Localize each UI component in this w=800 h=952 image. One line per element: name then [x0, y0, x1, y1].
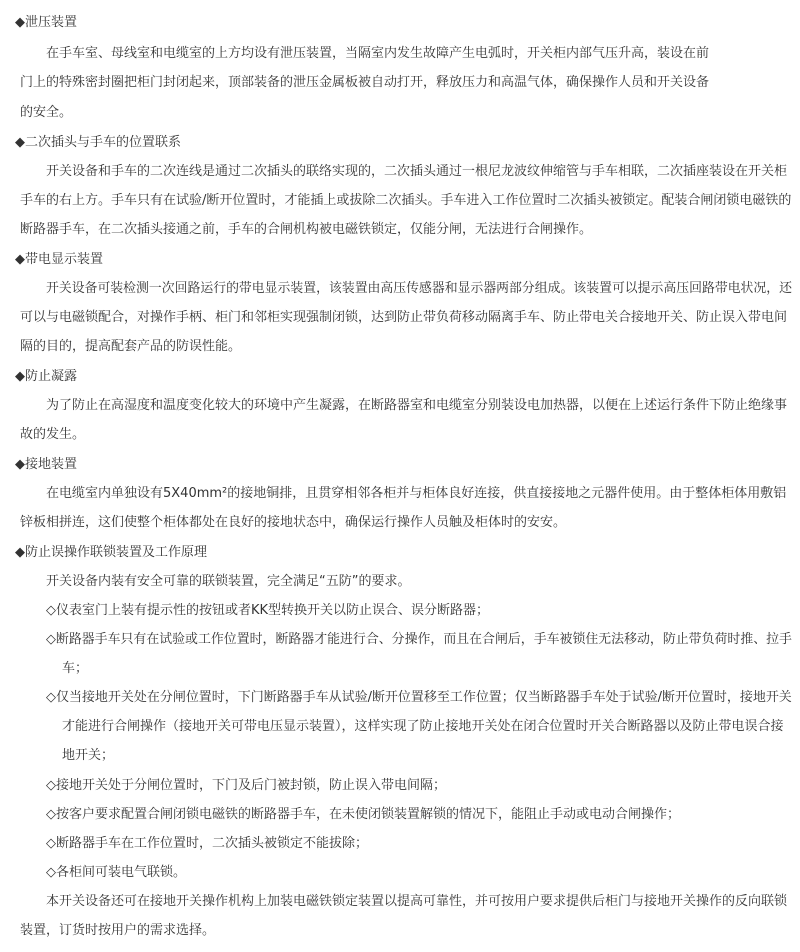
paragraph-line: 锌板相拼连，这们使整个柜体都处在良好的接地状态中，确保运行操作人员触及柜体时的安安。 [20, 515, 567, 530]
closing-line: 本开关设备还可在接地开关操作机构上加装电磁铁锁定装置以提高可靠性，并可按用户要求提供后柜门与接地开关操作的反向联锁 [46, 894, 788, 909]
interlock-item: ◇接地开关处于分闸位置时，下门及后门被封锁，防止误入带电间隔； [46, 778, 446, 793]
section-heading: ◆防止凝露 [15, 369, 77, 384]
section-heading: ◆带电显示装置 [15, 252, 103, 267]
paragraph-line: 故的发生。 [20, 427, 86, 442]
paragraph-line: 手车的右上方。手车只有在试验/断开位置时，才能插上或拔除二次插头。手车进入工作位置时二次插头被锁定。配装合闸闭锁电磁铁的 [20, 193, 792, 208]
interlock-item: ◇仪表室门上装有提示性的按钮或者KK型转换开关以防止误合、误分断路器； [46, 603, 490, 618]
section-heading: ◆防止误操作联锁装置及工作原理 [15, 545, 207, 560]
interlock-item: ◇断路器手车只有在试验或工作位置时，断路器才能进行合、分操作，而且在合闸后，手车被锁住无法移动，防止带负荷时推、拉手 [46, 632, 792, 647]
interlock-item: ◇各柜间可装电气联锁。 [46, 865, 186, 880]
paragraph-line: 开关设备可装检测一次回路运行的带电显示装置，该装置由高压传感器和显示器两部分组成。该装置可以提示高压回路带电状况，还 [46, 281, 793, 296]
interlock-item: ◇按客户要求配置合闸闭锁电磁铁的断路器手车，在未使闭锁装置解锁的情况下，能阻止手动或电动合闸操作； [46, 807, 680, 822]
paragraph-line: 开关设备内装有安全可靠的联锁装置，完全满足“五防”的要求。 [46, 574, 411, 589]
paragraph-line: 在手车室、母线室和电缆室的上方均设有泄压装置，当隔室内发生故障产生电弧时，开关柜内部气压升高，装设在前 [46, 46, 710, 61]
section-heading: ◆接地装置 [15, 457, 77, 472]
interlock-item: ◇断路器手车在工作位置时，二次插头被锁定不能拔除； [46, 836, 368, 851]
interlock-item-cont: 车； [62, 661, 89, 676]
paragraph-line: 在电缆室内单独设有5X40mm²的接地铜排，且贯穿相邻各柜并与柜体良好连接，供直接接地之元器件使用。由于整体柜体用敷铝 [46, 486, 787, 501]
interlock-item-cont: 地开关； [62, 748, 115, 763]
paragraph-line: 门上的特殊密封圈把柜门封闭起来，顶部装备的泄压金属板被自动打开，释放压力和高温气体，确保操作人员和开关设备 [20, 75, 710, 90]
interlock-item-cont: 才能进行合闸操作（接地开关可带电压显示装置），这样实现了防止接地开关处在闭合位置时开关合断路器以及防止带电误合接 [62, 719, 784, 734]
paragraph-line: 的安全。 [20, 105, 73, 120]
paragraph-line: 断路器手车，在二次插头接通之前，手车的合闸机构被电磁铁锁定，仅能分闸，无法进行合闸操作。 [20, 222, 593, 237]
paragraph-line: 可以与电磁锁配合，对操作手柄、柜门和邻柜实现强制闭锁，达到防止带负荷移动隔离手车、防止带电关合接地开关、防止误入带电间 [20, 310, 788, 325]
paragraph-line: 开关设备和手车的二次连线是通过二次插头的联络实现的，二次插头通过一根尼龙波纹伸缩管与手车相联，二次插座装设在开关柜 [46, 164, 788, 179]
section-heading: ◆二次插头与手车的位置联系 [15, 135, 181, 150]
section-heading: ◆泄压装置 [15, 15, 77, 30]
paragraph-line: 隔的目的，提高配套产品的防误性能。 [20, 339, 242, 354]
closing-line: 装置，订货时按用户的需求选择。 [20, 923, 216, 938]
paragraph-line: 为了防止在高湿度和温度变化较大的环境中产生凝露，在断路器室和电缆室分别装设电加热器，以便在上述运行条件下防止绝缘事 [46, 398, 788, 413]
interlock-item: ◇仅当接地开关处在分闸位置时，下门断路器手车从试验/断开位置移至工作位置；仅当断路器手车处于试验/断开位置时，接地开关 [46, 690, 792, 705]
